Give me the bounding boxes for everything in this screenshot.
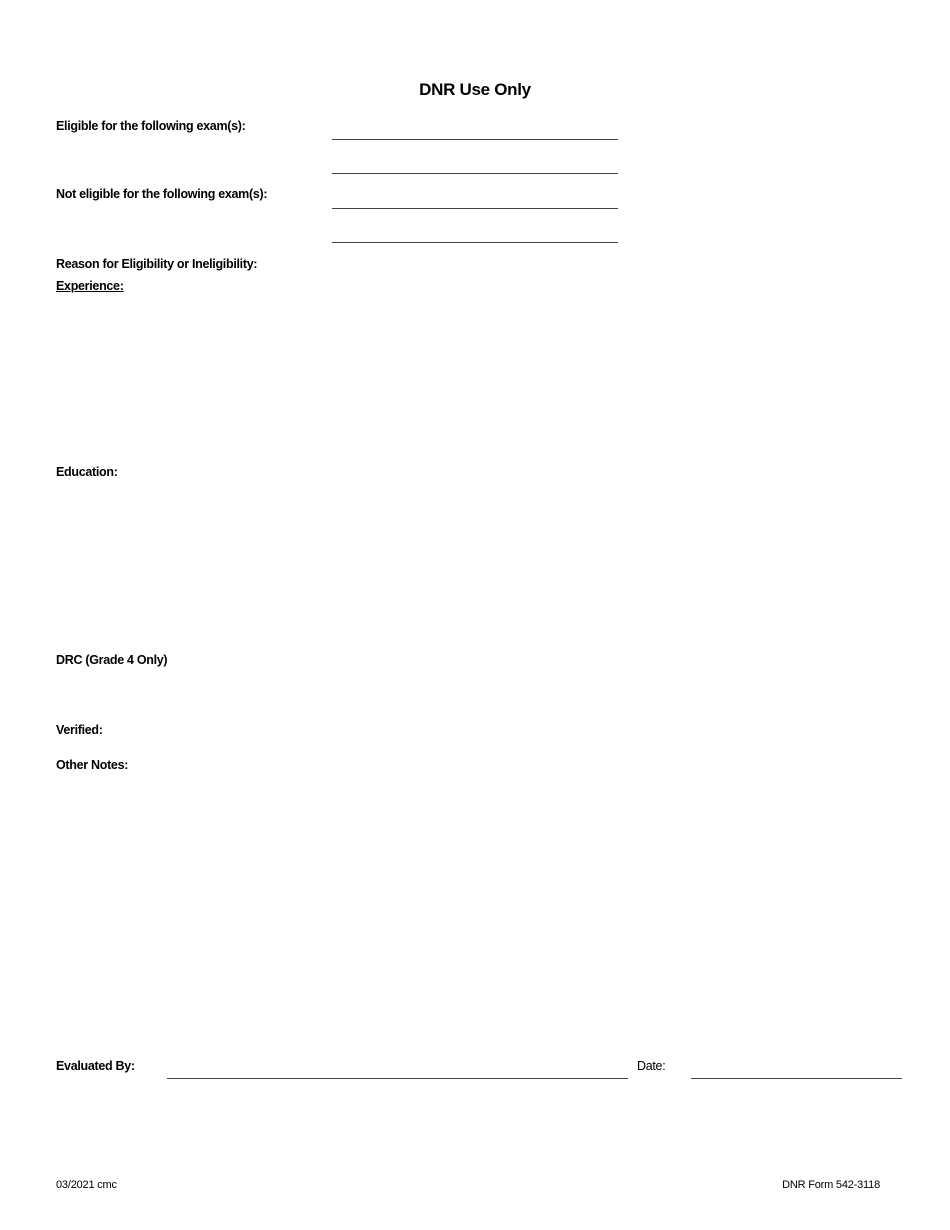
page-title: DNR Use Only xyxy=(419,80,531,99)
reason-label: Reason for Eligibility or Ineligibility: xyxy=(56,257,258,271)
not-eligible-line-2[interactable] xyxy=(332,242,618,243)
drc-label: DRC (Grade 4 Only) xyxy=(56,653,168,667)
eligible-line-2[interactable] xyxy=(332,173,618,174)
not-eligible-line-1[interactable] xyxy=(332,208,618,209)
evaluated-by-line[interactable] xyxy=(167,1078,628,1079)
experience-label: Experience: xyxy=(56,279,124,293)
eligible-label: Eligible for the following exam(s): xyxy=(56,119,246,133)
evaluated-by-label: Evaluated By: xyxy=(56,1059,135,1073)
not-eligible-label: Not eligible for the following exam(s): xyxy=(56,187,268,201)
date-line[interactable] xyxy=(691,1078,902,1079)
footer-left: 03/2021 cmc xyxy=(56,1179,117,1191)
other-notes-label: Other Notes: xyxy=(56,758,129,772)
footer-form-number: DNR Form 542-3118 xyxy=(782,1179,880,1191)
eligible-line-1[interactable] xyxy=(332,139,618,140)
verified-label: Verified: xyxy=(56,723,103,737)
education-label: Education: xyxy=(56,465,118,479)
date-label: Date: xyxy=(637,1059,666,1073)
